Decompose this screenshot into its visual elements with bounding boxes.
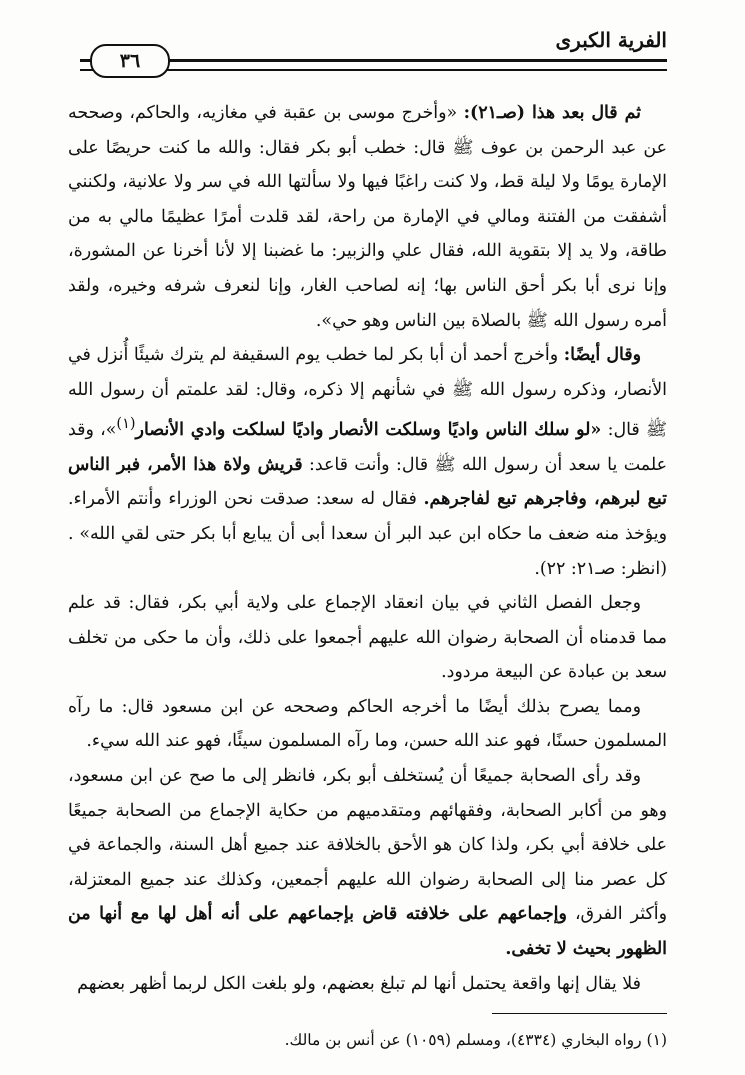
paragraph-1	[68, 96, 667, 338]
hadith-quote: قريش ولاة هذا الأمر، فبر الناس تبع لبرهم، وفاجرهم تبع لفاجرهم.	[68, 454, 668, 510]
paragraph-text: فقال له سعد: صدقت نحن الوزراء وأنتم الأمراء. ويؤخذ منه ضعف ما حكاه ابن عبد البر أن سعدا أبى أن يبايع أبا بكر حتى لقي الله» . (انظر: صـ٢١: ٢٢).	[68, 489, 667, 579]
paragraph-5	[68, 759, 667, 967]
paragraph-lead: ثم قال بعد هذا (صـ٢١):	[463, 103, 641, 123]
page-number: ٣٦	[90, 44, 170, 78]
paragraph-lead: وقال أيضًا:	[563, 345, 641, 366]
footnote-marker: (١)	[116, 416, 136, 433]
paragraph-4: ومما يصرح بذلك أيضًا ما أخرجه الحاكم وصححه عن ابن مسعود قال: ما رآه المسلمون حسنًا، فهو عند الله حسن، وما رآه المسلمون سيئًا، فهو عند الله سيء.	[68, 696, 667, 752]
hadith-quote: «لو سلك الناس واديًا وسلكت الأنصار واديًا لسلكت وادي الأنصار	[135, 420, 602, 441]
body-text	[68, 96, 667, 1001]
paragraph-6: فلا يقال إنها واقعة يحتمل أنها لم تبلغ بعضهم، ولو بلغت الكل لربما أظهر بعضهم	[77, 973, 641, 994]
paragraph-3: وجعل الفصل الثاني في بيان انعقاد الإجماع على ولاية أبي بكر، فقال: قد علم مما قدمناه أن الصحابة رضوان الله عليهم أجمعوا على ذلك، وأن ما حكى من تخلف سعد بن عبادة عن البيعة مردود.	[68, 593, 667, 683]
paragraph-text: وقد رأى الصحابة جميعًا أن يُستخلف أبو بكر، فانظر إلى ما صح عن ابن مسعود، وهو من أكابر الصحابة، وفقهائهم ومتقدميهم من حكاية الإجماع من الصحابة جميعًا على خلافة أبي بكر، ولذا كان هو الأحق بالخلافة عند جميع أهل السنة، والجماعة في كل عصر منا إلى الصحابة رضوان الله عليهم أجمعين، وكذلك عند جميع المعتزلة، وأكثر الفرق،	[68, 766, 667, 925]
paragraph-2	[68, 338, 667, 586]
paragraph-text: «وأخرج موسى بن عقبة في مغازيه، والحاكم، وصححه عن عبد الرحمن بن عوف ﷺ قال: خطب أبو بكر فقال: والله ما كنت حريصًا على الإمارة يومًا ولا ليلة قط، ولا كنت راغبًا فيها ولا سألتها الله في سر ولا علانية، ولكنني أشفقت من الفتنة ومالي في الإمارة من راحة، لقد قلدت أمرًا عظيمًا مالي به من طاقة، ولا يد إلا بتقوية الله، فقال علي والزبير: ما غضبنا إلا لأنا أخرنا عن المشورة، وإنا نرى أبا بكر أحق الناس بها؛ إنه لصاحب الغار، وإنا لنعرف شرفه وخيره، ولقد أمره رسول الله ﷺ بالصلاة بين الناس وهو حي».	[68, 103, 667, 331]
paragraph-text: وأخرج أحمد أن أبا بكر لما خطب يوم السقيفة لم يترك شيئًا أُنزل في الأنصار، وذكره رسول الله ﷺ في شأنهم إلا ذكره، وقال: لقد علمتم أن رسول الله ﷺ قال:	[68, 345, 668, 441]
emphasized-text: وإجماعهم على خلافته قاض بإجماعهم على أنه أهل لها مع أنها من الظهور بحيث لا تخفى.	[68, 904, 667, 960]
paragraph-text: »، وقد علمت يا سعد أن رسول الله ﷺ قال: وأنت قاعد:	[68, 420, 667, 475]
footnote-1: (١) رواه البخاري (٤٣٣٤)، ومسلم (١٠٥٩) عن أنس بن مالك.	[284, 1031, 667, 1049]
running-header	[80, 28, 667, 76]
book-title: الفرية الكبرى	[555, 28, 667, 52]
footnote-separator	[492, 1013, 667, 1014]
